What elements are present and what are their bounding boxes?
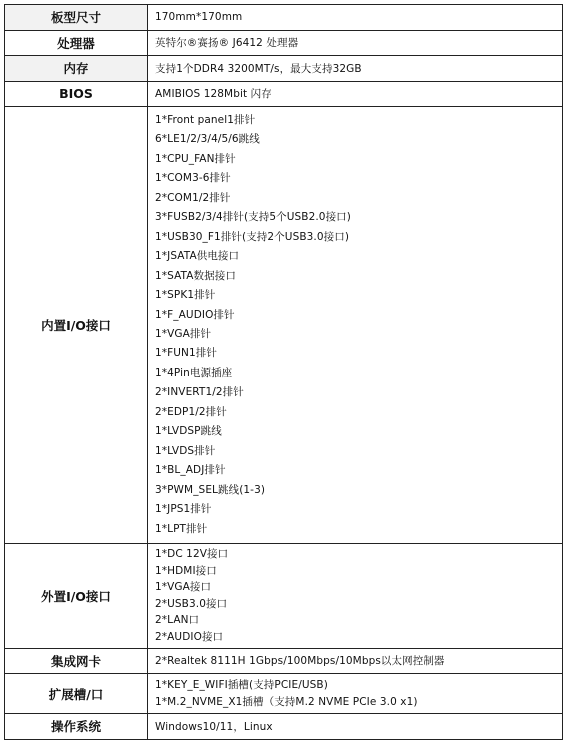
spec-value-external-io [148, 543, 563, 648]
spec-value-line: 1*LVDS排针 [155, 444, 216, 457]
spec-row-expansion [5, 674, 563, 714]
spec-label-board-size: 板型尺寸 [5, 5, 148, 31]
spec-value-line: 1*JPS1排针 [155, 503, 212, 516]
spec-value-line: 1*HDMI接口 [155, 564, 217, 577]
spec-value-line: Windows10/11，Linux [155, 720, 273, 733]
spec-label-bios: BIOS [5, 81, 148, 107]
spec-value-line: 支持1个DDR4 3200MT/s，最大支持32GB [155, 62, 362, 75]
spec-row-external-io [5, 543, 563, 648]
spec-label-network: 集成网卡 [5, 648, 148, 674]
spec-value-line: 170mm*170mm [155, 11, 243, 24]
spec-value-line: 1*SPK1排针 [155, 289, 216, 302]
spec-value-line: 1*KEY_E_WIFI插槽(支持PCIE/USB) [155, 679, 328, 692]
spec-row-internal-io [5, 107, 563, 544]
spec-value-line: 1*Front panel1排针 [155, 114, 256, 126]
spec-table [4, 4, 563, 740]
spec-row-memory [5, 56, 563, 82]
spec-value-line: 1*BL_ADJ排针 [155, 464, 226, 477]
spec-row-board-size [5, 5, 563, 31]
spec-value-line: 3*FUSB2/3/4排针(支持5个USB2.0接口) [155, 211, 351, 224]
spec-label-os: 操作系统 [5, 714, 148, 740]
spec-value-line: 1*FUN1排针 [155, 347, 217, 360]
spec-value-line: 1*LPT排针 [155, 522, 208, 535]
spec-value-line: 1*LVDSP跳线 [155, 425, 222, 438]
spec-label-external-io: 外置I/O接口 [5, 543, 148, 648]
spec-value-line: 1*VGA接口 [155, 581, 212, 594]
spec-value-line: 1*VGA排针 [155, 327, 212, 340]
spec-value-line: 2*INVERT1/2排针 [155, 386, 244, 399]
spec-label-memory: 内存 [5, 56, 148, 82]
spec-row-processor [5, 30, 563, 56]
spec-value-line: 英特尔®赛扬® J6412 处理器 [155, 37, 299, 50]
spec-value-internal-io [148, 107, 563, 544]
spec-value-board-size [148, 5, 563, 31]
spec-value-bios [148, 81, 563, 107]
spec-value-memory [148, 56, 563, 82]
spec-value-line: 1*COM3-6排针 [155, 172, 231, 185]
spec-row-bios [5, 81, 563, 107]
spec-label-internal-io: 内置I/O接口 [5, 107, 148, 544]
spec-value-os [148, 714, 563, 740]
spec-value-line: 6*LE1/2/3/4/5/6跳线 [155, 133, 260, 146]
spec-value-line: AMIBIOS 128Mbit 闪存 [155, 88, 272, 101]
spec-value-line: 1*M.2_NVME_X1插槽（支持M.2 NVME PCIe 3.0 x1) [155, 695, 418, 708]
spec-value-line: 1*F_AUDIO排针 [155, 308, 235, 321]
spec-value-line: 3*PWM_SEL跳线(1-3) [155, 483, 266, 496]
spec-value-network [148, 648, 563, 674]
spec-row-network [5, 648, 563, 674]
spec-row-os [5, 714, 563, 740]
spec-value-line: 2*AUDIO接口 [155, 630, 224, 643]
spec-value-line: 1*DC 12V接口 [155, 547, 229, 560]
spec-label-expansion: 扩展槽/口 [5, 674, 148, 714]
spec-value-line: 1*JSATA供电接口 [155, 250, 240, 263]
spec-value-line: 2*LAN口 [155, 614, 200, 627]
spec-value-line: 1*CPU_FAN排针 [155, 152, 236, 165]
spec-value-line: 1*SATA数据接口 [155, 269, 236, 282]
spec-value-line: 2*COM1/2排针 [155, 191, 231, 204]
spec-label-processor: 处理器 [5, 30, 148, 56]
spec-value-line: 1*4Pin电源插座 [155, 366, 233, 379]
spec-value-line: 2*Realtek 8111H 1Gbps/100Mbps/10Mbps以太网控制器 [155, 655, 445, 668]
spec-value-processor [148, 30, 563, 56]
spec-value-line: 2*USB3.0接口 [155, 597, 228, 610]
spec-value-line: 1*USB30_F1排针(支持2个USB3.0接口) [155, 230, 350, 243]
spec-value-line: 2*EDP1/2排针 [155, 405, 227, 418]
spec-value-expansion [148, 674, 563, 714]
